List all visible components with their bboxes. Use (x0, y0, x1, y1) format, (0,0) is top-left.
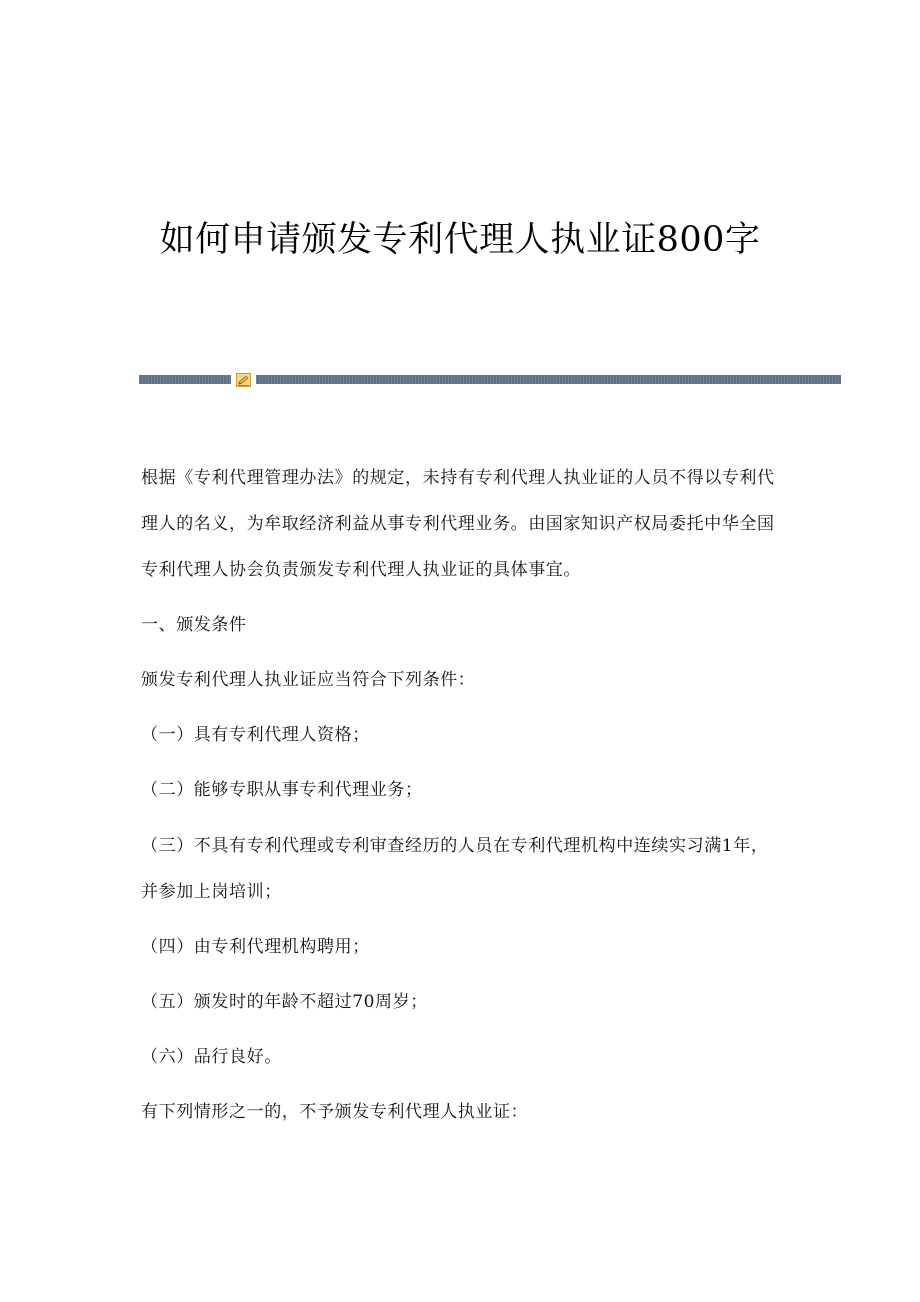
divider-bar-left (139, 375, 231, 384)
exclusions-intro: 有下列情形之一的，不予颁发专利代理人执业证： (141, 1102, 529, 1122)
condition-item-3: （三）不具有专利代理或专利审查经历的人员在专利代理机构中连续实习满1年，并参加上岗培训； (141, 836, 769, 902)
document-body (141, 464, 781, 1154)
document-title: 如何申请颁发专利代理人执业证800字 (159, 220, 761, 260)
condition-item-1: （一）具有专利代理人资格； (141, 725, 370, 745)
conditions-intro: 颁发专利代理人执业证应当符合下列条件： (141, 670, 476, 690)
title-divider (139, 370, 841, 390)
condition-item-6: （六）品行良好。 (141, 1047, 282, 1067)
divider-bar-right (256, 375, 841, 384)
section-heading: 一、颁发条件 (141, 615, 247, 635)
pencil-emblem-icon (236, 372, 251, 386)
condition-item-2: （二）能够专职从事专利代理业务； (141, 780, 423, 800)
condition-item-4: （四）由专利代理机构聘用； (141, 937, 370, 957)
condition-item-5: （五）颁发时的年龄不超过70周岁； (141, 992, 428, 1012)
intro-paragraph: 根据《专利代理管理办法》的规定，未持有专利代理人执业证的人员不得以专利代理人的名义，为牟取经济利益从事专利代理业务。由国家知识产权局委托中华全国专利代理人协会负责颁发专利代理人执业证的具体事宜。 (141, 468, 775, 580)
